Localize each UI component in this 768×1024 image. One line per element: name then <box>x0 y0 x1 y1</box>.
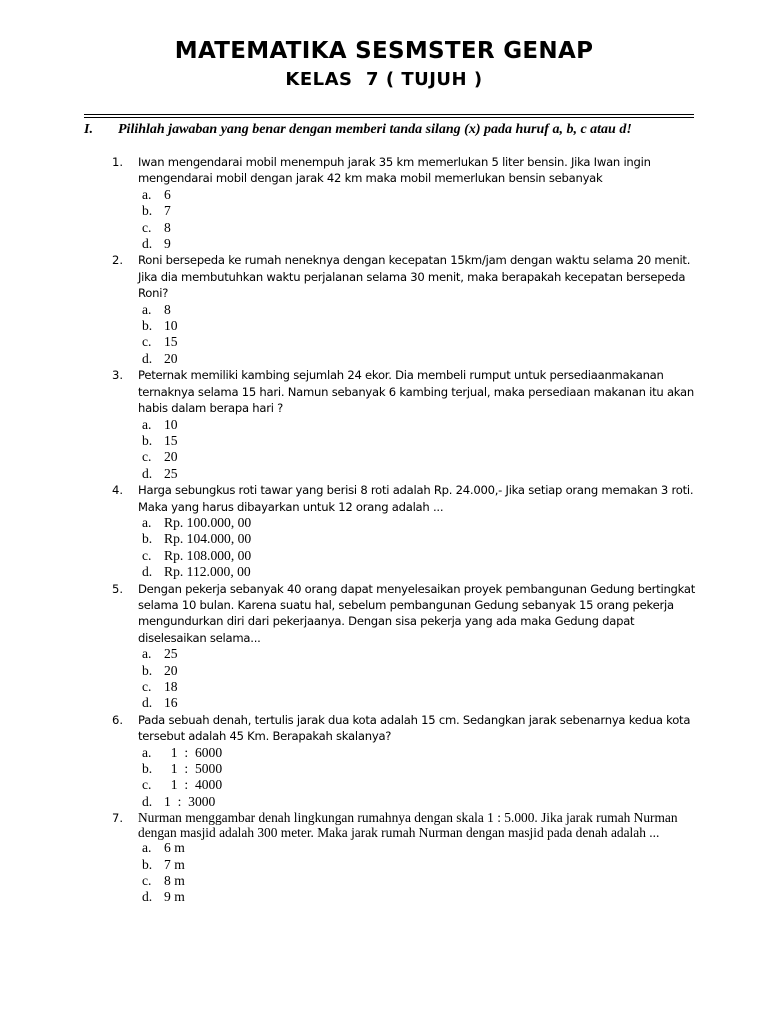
option-letter: c. <box>142 873 152 889</box>
answer-options <box>138 840 697 906</box>
option-letter: b. <box>142 761 153 777</box>
section-numeral: I. <box>84 122 93 137</box>
option-letter: a. <box>142 416 152 432</box>
answer-option[interactable] <box>138 777 697 793</box>
option-text: 10 <box>164 416 178 432</box>
question-text: Peternak memiliki kambing sejumlah 24 ekor. Dia membeli rumput untuk persediaanmakanan ternaknya selama 15 hari. Namun sebanyak 6 kambing terjual, maka persediaan makanan itu akan habis dalam berapa hari ? <box>138 368 695 416</box>
answer-option[interactable] <box>138 302 697 318</box>
option-letter: a. <box>142 840 152 856</box>
answer-option[interactable] <box>138 187 697 203</box>
option-letter: c. <box>142 679 152 694</box>
page-subtitle: KELAS 7 ( TUJUH ) <box>285 69 483 90</box>
answer-options <box>138 515 697 581</box>
question-number: 6. <box>112 712 124 727</box>
option-text: 15 <box>164 432 178 448</box>
option-letter: d. <box>142 236 153 252</box>
option-letter: d. <box>142 793 153 809</box>
answer-option[interactable] <box>138 794 697 810</box>
option-text: 6 <box>164 186 171 202</box>
answer-options <box>138 302 697 368</box>
option-letter: c. <box>142 449 152 465</box>
option-text: 16 <box>164 695 178 711</box>
option-text: 15 <box>164 334 178 350</box>
answer-option[interactable] <box>138 564 697 580</box>
answer-option[interactable] <box>138 695 697 711</box>
question-number: 5. <box>112 581 124 596</box>
option-letter: d. <box>142 350 153 366</box>
option-text: 1 : 4000 <box>164 777 223 793</box>
option-text: 20 <box>164 449 178 465</box>
option-letter: d. <box>142 889 153 905</box>
answer-option[interactable] <box>138 857 697 873</box>
option-text: 9 <box>164 236 171 252</box>
option-letter: b. <box>142 856 153 872</box>
answer-option[interactable] <box>138 466 697 482</box>
answer-option[interactable] <box>138 840 697 856</box>
option-letter: c. <box>142 777 152 793</box>
question-item <box>112 154 697 252</box>
answer-options <box>138 646 697 712</box>
answer-option[interactable] <box>138 433 697 449</box>
header-divider-top <box>84 114 694 115</box>
option-letter: c. <box>142 334 152 350</box>
question-text: Nurman menggambar denah lingkungan rumahnya dengan skala 1 : 5.000. Jika jarak rumah Nurman dengan masjid adalah 300 meter. Maka jarak rumah Nurman dengan masjid pada denah adalah ... <box>138 810 678 841</box>
option-text: 20 <box>164 350 178 366</box>
option-letter: a. <box>142 744 152 760</box>
answer-option[interactable] <box>138 203 697 219</box>
question-list <box>112 154 697 906</box>
question-number: 4. <box>112 483 124 498</box>
question-text: Dengan pekerja sebanyak 40 orang dapat menyelesaikan proyek pembangunan Gedung bertingkat selama 10 bulan. Karena suatu hal, sebelum pembangunan Gedung sebanyak 15 orang pekerja mengundurkan diri dari pekerjaanya. Dengan sisa pekerja yang ada maka Gedung dapat diselesaikan selama... <box>138 581 696 645</box>
option-text: 1 : 6000 <box>164 744 223 760</box>
answer-option[interactable] <box>138 663 697 679</box>
answer-option[interactable] <box>138 236 697 252</box>
header-divider-bottom <box>84 117 694 118</box>
answer-option[interactable] <box>138 318 697 334</box>
question-item <box>112 252 697 367</box>
question-text: Pada sebuah denah, tertulis jarak dua kota adalah 15 cm. Sedangkan jarak sebenarnya kedua kota tersebut adalah 45 Km. Berapakah skalanya? <box>138 712 691 744</box>
option-letter: b. <box>142 662 153 678</box>
option-text: 8 <box>164 219 171 235</box>
option-letter: a. <box>142 301 152 317</box>
option-text: 18 <box>164 679 178 694</box>
question-item <box>112 581 697 712</box>
question-item <box>112 712 697 810</box>
option-text: 7 <box>164 203 171 219</box>
option-letter: d. <box>142 564 153 580</box>
option-letter: c. <box>142 219 152 235</box>
option-text: 20 <box>164 662 178 678</box>
question-number: 3. <box>112 368 124 383</box>
question-number: 1. <box>112 155 124 169</box>
option-text: 25 <box>164 646 178 662</box>
option-text: 1 : 3000 <box>164 793 216 809</box>
question-text: Iwan mengendarai mobil menempuh jarak 35 km memerlukan 5 liter bensin. Jika Iwan ingin mengendarai mobil dengan jarak 42 km maka mobil memerlukan bensin sebanyak <box>138 155 651 186</box>
answer-option[interactable] <box>138 548 697 564</box>
option-text: Rp. 100.000, 00 <box>164 514 252 530</box>
answer-option[interactable] <box>138 531 697 547</box>
option-letter: a. <box>142 186 152 202</box>
option-text: Rp. 112.000, 00 <box>164 564 251 580</box>
option-text: 1 : 5000 <box>164 761 223 777</box>
answer-option[interactable] <box>138 761 697 777</box>
question-number: 2. <box>112 253 124 268</box>
question-text: Harga sebungkus roti tawar yang berisi 8 roti adalah Rp. 24.000,- Jika setiap orang memakan 3 roti. Maka yang harus dibayarkan untuk 12 orang adalah ... <box>138 483 694 514</box>
option-text: 9 m <box>164 889 185 905</box>
answer-option[interactable] <box>138 515 697 531</box>
section-instruction <box>84 122 704 138</box>
option-text: 25 <box>164 465 178 481</box>
answer-option[interactable] <box>138 646 697 662</box>
answer-options <box>138 187 697 253</box>
option-text: 7 m <box>164 856 185 872</box>
instruction-text: Pilihlah jawaban yang benar dengan memberi tanda silang (x) pada huruf a, b, c atau d! <box>118 122 632 137</box>
option-text: 6 m <box>164 840 185 856</box>
option-letter: b. <box>142 432 153 448</box>
option-letter: d. <box>142 465 153 481</box>
answer-options <box>138 417 697 483</box>
option-text: Rp. 108.000, 00 <box>164 547 252 563</box>
question-item <box>112 367 697 482</box>
question-number: 7. <box>112 811 124 826</box>
answer-options <box>138 745 697 811</box>
answer-option[interactable] <box>138 417 697 433</box>
option-text: 8 <box>164 301 171 317</box>
page-title: MATEMATIKA SESMSTER GENAP <box>174 38 594 64</box>
option-letter: a. <box>142 514 152 530</box>
question-text: Roni bersepeda ke rumah neneknya dengan kecepatan 15km/jam dengan waktu selama 20 menit. Jika dia membutuhkan waktu perjalanan selama 30 menit, maka berapakah kecepatan bersepeda Roni? <box>138 253 691 301</box>
option-letter: b. <box>142 318 153 334</box>
option-letter: b. <box>142 203 153 219</box>
answer-option[interactable] <box>138 334 697 350</box>
option-letter: b. <box>142 531 153 547</box>
question-item <box>112 482 697 580</box>
option-text: 10 <box>164 318 178 334</box>
option-text: 8 m <box>164 873 185 889</box>
option-letter: a. <box>142 646 152 662</box>
answer-option[interactable] <box>138 745 697 761</box>
option-letter: c. <box>142 547 152 563</box>
question-item <box>112 810 697 906</box>
answer-option[interactable] <box>138 679 697 695</box>
option-letter: d. <box>142 695 153 711</box>
answer-option[interactable] <box>138 873 697 889</box>
answer-option[interactable] <box>138 220 697 236</box>
option-text: Rp. 104.000, 00 <box>164 531 252 547</box>
answer-option[interactable] <box>138 449 697 465</box>
answer-option[interactable] <box>138 889 697 905</box>
answer-option[interactable] <box>138 351 697 367</box>
